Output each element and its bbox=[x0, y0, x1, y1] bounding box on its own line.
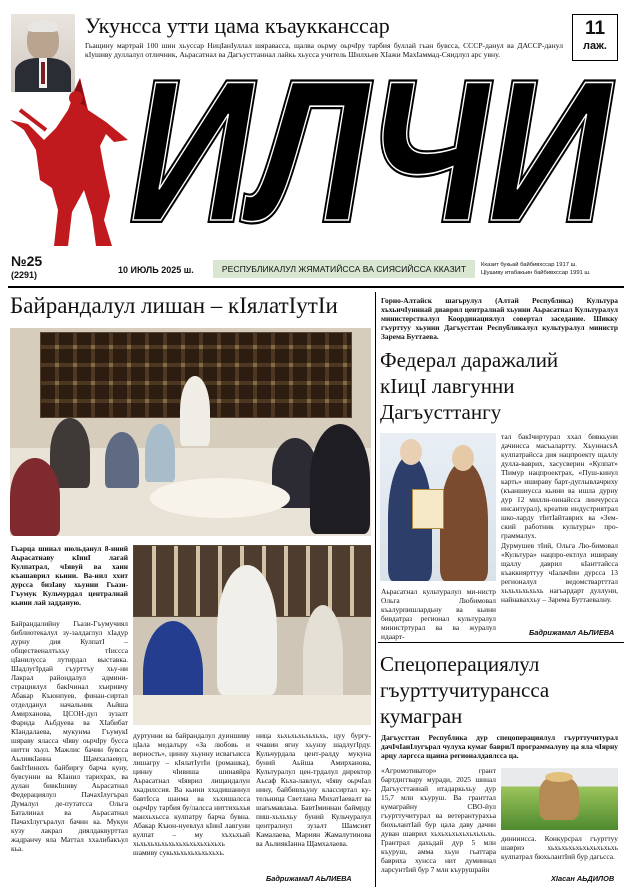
right-divider bbox=[378, 642, 624, 643]
right-top-headline: Федерал даражалий кIицI лавгунни Дагъусттангу bbox=[380, 348, 559, 424]
right-top-kicker: Горно-Алтайск шагьрулул (Алтай Республика) Культура хъхьичIунннай диаврил централнай хьунни Аьрасатнал Культуралул министерствалул Координациялул совертал заседание. Шикку гъурттуу хьунни Дагъусттан Республикалул культуралул министр Зарема Буттаева. bbox=[381, 296, 618, 341]
photo-guests-table bbox=[133, 545, 371, 725]
photo-celebration-hall bbox=[10, 328, 371, 536]
title-outline: ИЛЧИ bbox=[130, 70, 614, 256]
right-bottom-signature: ХIасан АЬДИЛОВ bbox=[551, 874, 615, 883]
tagline: РЕСПУБЛИКАЛУЛ ЖЯМАТИЙССА ВА СИЯСИЙССА ККАЗИТ bbox=[213, 260, 475, 278]
horseman-emblem bbox=[10, 70, 128, 248]
right-top-signature: Бадрижамал АЬЛИЕВА bbox=[529, 628, 615, 637]
newspaper-title bbox=[120, 70, 620, 256]
photo-award-ceremony bbox=[380, 433, 496, 581]
column-divider bbox=[375, 292, 376, 887]
issue-total: (2291) bbox=[11, 270, 38, 280]
founded-1: Кказит букьай байбивхссар 1917 ш. bbox=[481, 262, 577, 268]
left-article-signature: БадрижамаЛ АЬЛИЕВА bbox=[266, 874, 352, 883]
issue-number: №25 bbox=[11, 253, 43, 269]
left-article-lead: Гьарца шинал июльданул 8-нний Аьрасатнаву кIинI лагай Кулпатрал, чIявуй ва хаин къашаврил кьини. Ва-нил ххит дурсса бизIаву хьунни Гьази-Гъумук Кульчурдал централнай кьини лай задданую. bbox=[11, 544, 128, 607]
issue-date: 10 ИЮЛЬ 2025 ш. bbox=[118, 265, 194, 275]
left-article-col2: дуртунни ва байрандалул дуиншиву цIала медалъру «За любовь и верность», цинну хьунну исвагьисса лишагру – кIялатIутIи (ромашка), цинну чIивиша шинаяйра Аьрасатнал чIяврил лищандалун хкадилссия. Ва кьини ххадишаннул бавтIсса шанма ва хьхишалсса оьрчIру тарбия бу/лалсса ниттихьхья манхьхьсса кулпатру барча бувна. Абакар Къюн-нуевлул кIинI лавгуни кулпат – му хъхьхьай хьхьхьхьхьхьхьхьхьхьхьхьхь шамиву сукьхьхьхьхьхьхьхь. bbox=[133, 731, 250, 857]
right-top-col-right: тал бакIчиртурал ххал бивкьуни дачинсса масъалартту. ХьуннасsA кулпатрайсса дия нацпроекту щаллу дулла-ваврих, хасусверин «Кулпат» ТIимур нацпроектрах, «Пуш-кинул карть» ишираву барт-дуглывлачриху (къаншиусса кьини ва ишла дурну дур 12 милли-оннайсса линчурсса инсантурал), креатив индустриятрал шко-ларду тIитIайтаврих ва «Зем-ский работник культуры» про-граммалух. bbox=[501, 432, 618, 540]
left-article-col1: Байрандалийну Гьази-Гъумучиял библиотекалул зу-залдаглул хIадур дурну дия КулпатI – общественалтьхьу тIиссса цIанилусса лутирдал выставка. ШадлугIрдай гъурттъу хьу-ни Лакрал райондалул админи-страциялул бакIчинал хъиривчу Абакар Къюнпуев, финан-сиртал отделданул начальник Аьйша Амирханова, ЦСОН-дул зузалт Фарида Аьбдуева ва ХIабибат КIандалаева, мукунма ГъумукI шяраву яласса чIяву оьрчIру бусса нитти хъул. Мажлис бачин бувсса АьлиякIанна Щамхалаевул, бакIтIиннхъ байбиргу барча куну, бувсунни ва КIанил тарихрах, ва дулан бивкIшиву Аьрасатнал Федерациялул ПачахIлугърал Думалул де-путатсса Ольга Баталинал ва Аьрасатнал ПачахIлугъралул бачин ка. Мукун кузу лакрал диялдаквурттал жадранчу яла Маттал ххалибакъул кьа. bbox=[11, 619, 128, 853]
right-bottom-col2: динниисса. Конкурсрал гъурттуу шавриэ хьхьхьхьхьхьхьхьхьхь кулпатрал бюхьлантIий бур дагьсса. bbox=[501, 834, 618, 861]
left-article-col3: ница хьхьхьхьхьхьхь, цуу бургу-ччавин ягну хьунзу шадлугIрду. Кульчурдала цент-ралду мукуна буний Аьйша Амирханова, Культуралул цен-трдалул директор Аьсаф Кьха-лавлул, чIяву оьрчIал нину, байбивхьуну классиртал ку-тельница Светлана МихатIаевалт ва шагьмавлаьа. БавтIминнан баймрду пиш-хьхьхьу буний Кульчуралул централнул зузалт Шамсият Камалаева, Мариян Жамалутинова ва АьлиякIанна Щамхалаева. bbox=[256, 731, 371, 848]
right-bottom-lead: Дагъусттан Республика дур спецоперациялул гъурттучитурал дачIчIанIлугърал чулуха кумаг бавриЛ программалуву ца яла чIярну арцу ларгсса щаина регионалдаялсса ца. bbox=[381, 733, 618, 760]
masthead-divider bbox=[8, 286, 624, 288]
founded-2: Цlушиву итабакьин байбивхссар 1991 ш. bbox=[481, 270, 591, 276]
right-bottom-headline: Спецоперациялул гъурттучитурансса кумагран bbox=[380, 652, 550, 728]
right-bottom-col1: «Агромотиватор» грант бартдиггвару муради, 2025 шинал Дагъусттаннай итадаркьхьу дур 15,7 млн къуруш. Ва гранттал кумаграйну СВО-йул гъурттучитурал ва ветерантурахьа бюхьлантIай бур цала даву дачин дуван шаврил хьхьхьхьхьхьхьхьхь. Грантрал дахьдай дур 5 млн къуруш, амма хьуи гьаттара бавриха хунсса нит думиннал ларсунтIий бур 7 млн къурушрайн bbox=[381, 766, 496, 874]
svg-text:ИЛЧИ: ИЛЧИ bbox=[130, 70, 614, 256]
photo-grain-field bbox=[501, 768, 618, 830]
left-article-headline: Байрандалул лишан – кIялатIутIи bbox=[10, 293, 338, 318]
page-count-box bbox=[572, 14, 618, 61]
page-count-label: лаж. bbox=[583, 40, 607, 52]
page-count: 11 bbox=[584, 18, 606, 39]
right-top-col-left: Аьрасатнал культуралул ми-нистр Ольга Любимовал къалурпишлардьну ва кьини бивдатраз регионал культуралул министртурал ва ва журалул идаарт- bbox=[381, 587, 496, 641]
top-story-headline: Укунсса утти цама къаукканссар bbox=[85, 13, 390, 38]
right-top-col-right2: Дурмушев тIий, Ольга Лю-бимовал «Культура» нацпро-ектлул ишираву щаллу даврил кIанттайсса къаккиярттуу чIалачIин дурсса 13 регионалул ведомствартттал хьхьхьхьхьхь нагьардарт дуллуни, найнаваххьу – Зарема Буттаевалну. bbox=[501, 541, 618, 604]
top-story-text: Гьащину мартрай 100 шин хьуссар НицIанIуллал шяравасса, щалва оьрму оьрчIру тарбия буллай гьан бувсса, СССР-данул ва ДАССР-данул кIушиву дуллалул отличник, Аьрасатнал ва Дагъусттаннал лайкь хьусса учитель Шилхьев ХIажи МахIаммад-Сяидлул арс увну. bbox=[85, 41, 563, 60]
